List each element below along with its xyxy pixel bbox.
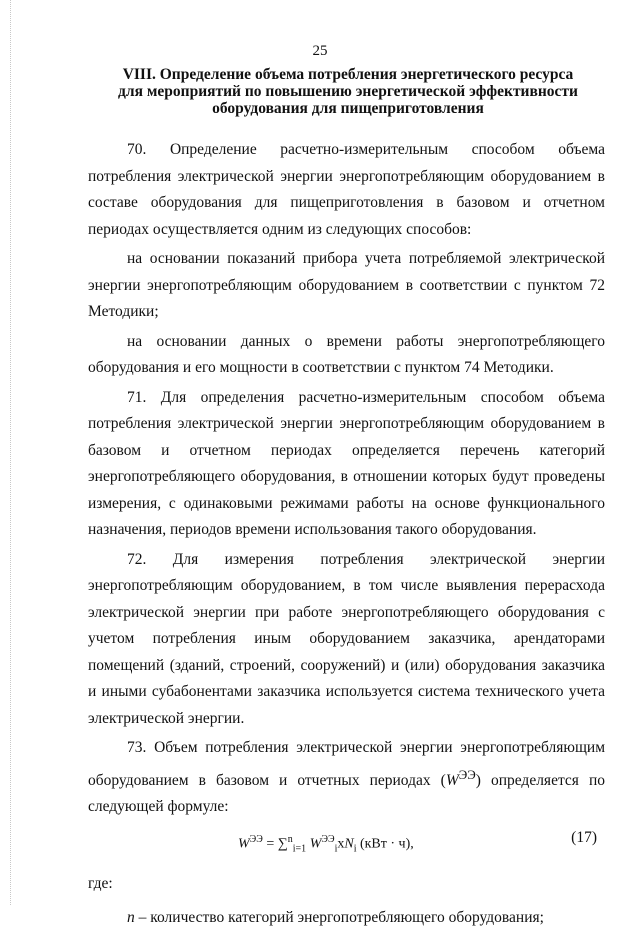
formula-times: x bbox=[337, 836, 345, 852]
paragraph-71: 71. Для определения расчетно-измерительным способом объема потребления электрической энергии энергопотребляющим оборудованием в базовом и отчетном периодах определяется перечень категорий энергопотребляющего оборудования, в отношении которых будут проведены измерения, с одинаковыми режимами работы на основе функционального назначения, периодов времени использования такого оборудования. bbox=[88, 388, 605, 538]
scan-margin-line bbox=[10, 0, 12, 905]
formula-sum-sup: n bbox=[287, 833, 293, 845]
page-number: 25 bbox=[312, 43, 328, 59]
formula-17 bbox=[238, 827, 414, 863]
formula-n-var: N bbox=[344, 836, 354, 852]
definition-n bbox=[88, 905, 605, 932]
formula-sum-sub: i=1 bbox=[292, 843, 307, 855]
formula-unit: (кВт · ч), bbox=[356, 836, 414, 852]
paragraph-70: 70. Определение расчетно-измерительным способом объема потребления электрической энергии энергопотребляющим оборудованием в составе оборудования для пищеприготовления в базовом и отчетном периодах осуществляется одним из следующих способов: bbox=[88, 141, 605, 238]
formula-lhs-sup: ЭЭ bbox=[249, 833, 263, 845]
definition-n-symbol: n bbox=[127, 909, 135, 927]
paragraph-70-option-a: на основании показаний прибора учета потребляемой электрической энергии энергопотребляющим оборудованием в соответствии с пунктом 72 Методики; bbox=[88, 250, 605, 320]
heading-line-2: для мероприятий по повышению энергетической эффективности bbox=[118, 83, 578, 100]
paragraph-72: 72. Для измерения потребления электрической энергии энергопотребляющим оборудованием, в том числе выявления перерасхода электрической энергии при работе энергопотребляющего оборудования с учетом потребления иным оборудованием заказчика, арендаторами помещений (зданий, строений, сооружений) и (или) оборудования заказчика и иными субабонентами заказчика используется система технического учета электрической энергии. bbox=[88, 550, 605, 727]
paragraph-73-symbol-sup: ЭЭ bbox=[458, 766, 476, 782]
section-heading bbox=[88, 66, 608, 117]
where-label: где: bbox=[88, 874, 113, 892]
formula-n-sub: i bbox=[353, 843, 357, 855]
heading-line-3: оборудования для пищеприготовления bbox=[212, 100, 484, 117]
formula-term-sup: ЭЭ bbox=[321, 833, 335, 845]
definition-n-text: – количество категорий энергопотребляющего оборудования; bbox=[134, 909, 544, 927]
paragraph-73-text-b: ) определяется по следующей формуле: bbox=[88, 771, 605, 816]
paragraph-73-symbol: W bbox=[445, 771, 459, 789]
paragraph-70-option-b: на основании данных о времени работы энергопотребляющего оборудования и его мощности в соответствии с пунктом 74 Методики. bbox=[88, 332, 605, 376]
paragraph-73 bbox=[88, 735, 605, 821]
body-text bbox=[88, 137, 605, 932]
heading-line-1: VIII. Определение объема потребления энергетического ресурса bbox=[122, 66, 574, 83]
formula-term-sub: i bbox=[334, 843, 338, 855]
paragraph-73-text-a: 73. Объем потребления электрической энергии энергопотребляющим оборудованием в базовом и отчетных периодах ( bbox=[88, 739, 605, 789]
formula-term: W bbox=[306, 836, 322, 852]
formula-sum: = ∑ bbox=[262, 836, 288, 852]
formula-row bbox=[88, 823, 605, 853]
formula-lhs: W bbox=[238, 836, 250, 852]
formula-number: (17) bbox=[571, 828, 597, 846]
